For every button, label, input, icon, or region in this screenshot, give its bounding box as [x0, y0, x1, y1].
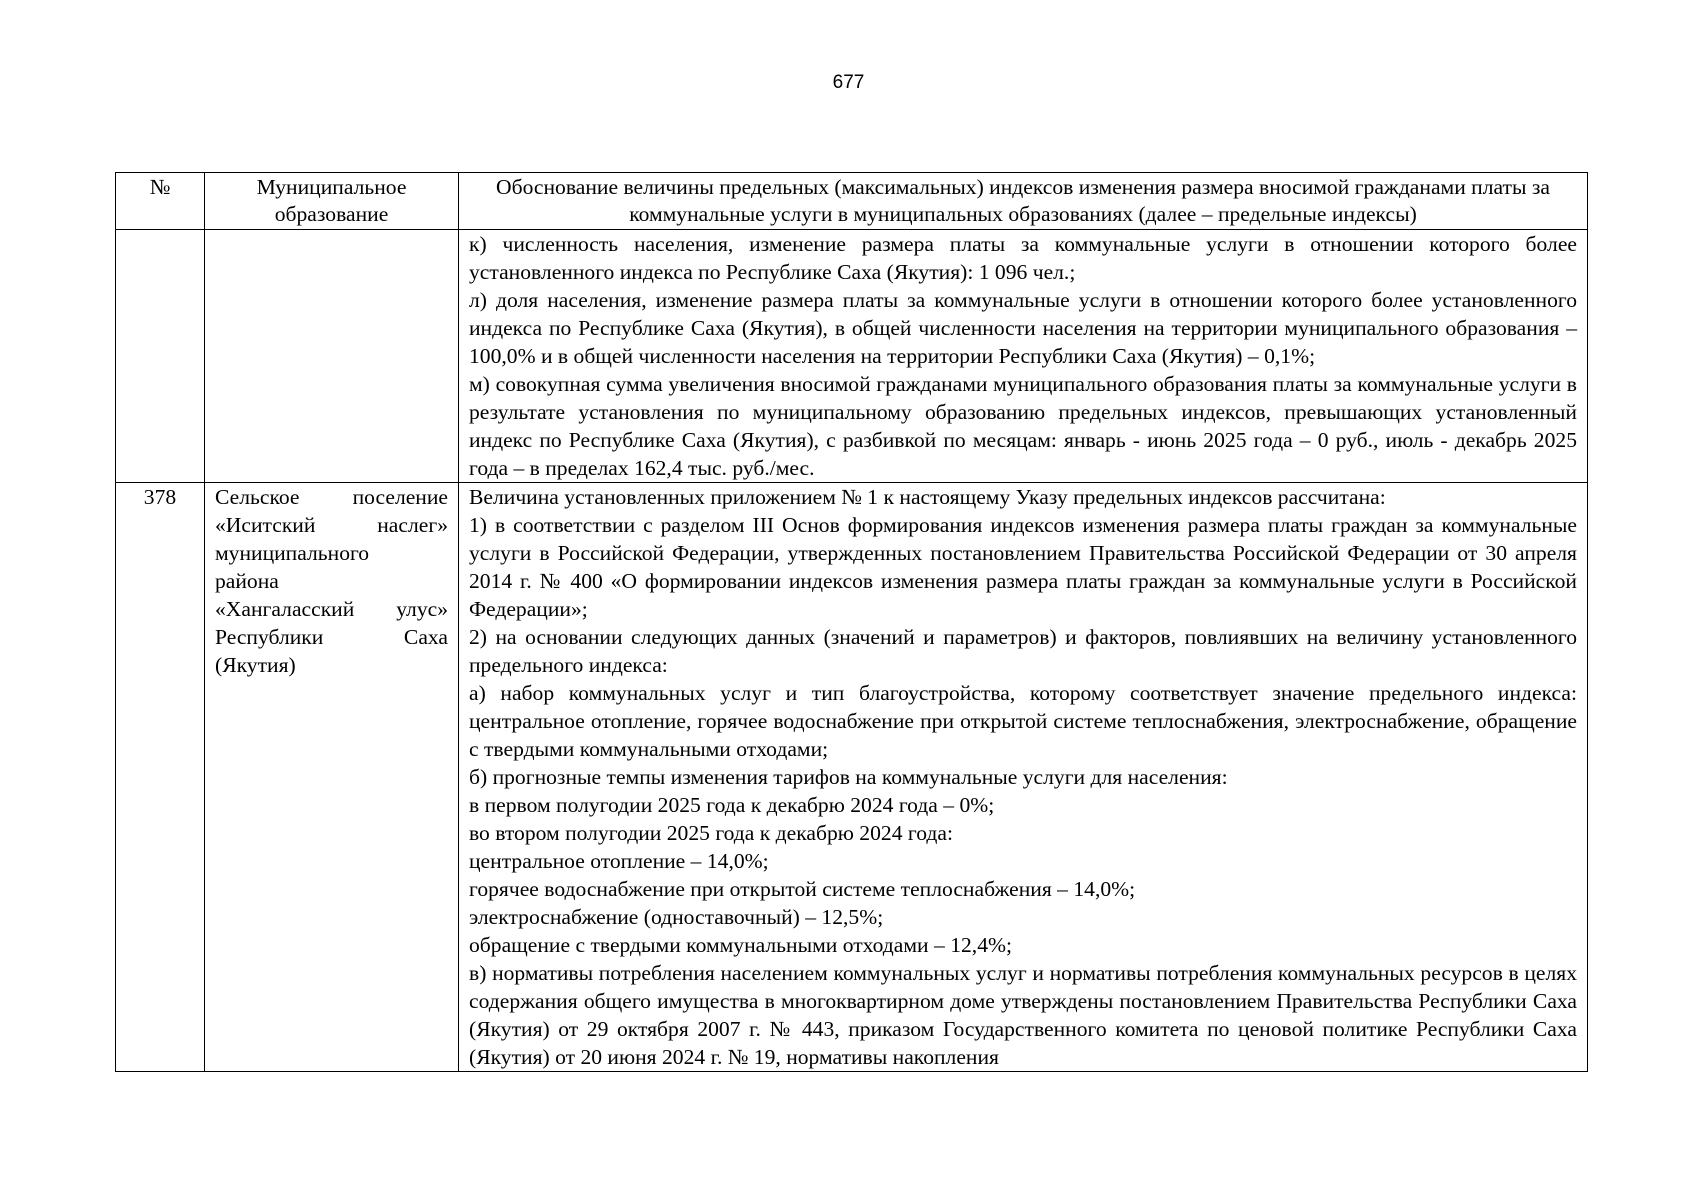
municipality-line: района: [215, 569, 279, 593]
header-justification: Обоснование величины предельных (максимальных) индексов изменения размера вносимой гражданами платы за коммунальные услуги в муниципальных образованиях (далее – предельные индексы): [459, 173, 1588, 230]
row-number: [116, 230, 205, 483]
paragraph: Величина установленных приложением № 1 к настоящему Указу предельных индексов рассчитана:: [469, 485, 1386, 509]
paragraph: л) доля населения, изменение размера платы за коммунальные услуги в отношении которого более установленного индекса по Республике Саха (Якутия), в общей численности населения на территории муниципального образования – 100,0% и в общей численности населения на территории Республики Саха (Якутия) – 0,1%;: [469, 288, 1577, 368]
municipality-line: «Иситский наслег»: [215, 513, 448, 537]
row-municipality: [205, 230, 459, 483]
paragraph: б) прогнозные темпы изменения тарифов на коммунальные услуги для населения:: [469, 765, 1228, 789]
paragraph: горячее водоснабжение при открытой системе теплоснабжения – 14,0%;: [469, 877, 1136, 901]
paragraph: в) нормативы потребления населением коммунальных услуг и нормативы потребления коммунальных ресурсов в целях содержания общего имущества в многоквартирном доме утверждены постановлением Правительства Республики Саха (Якутия) от 29 октября 2007 г. № 443, приказом Государственного комитета по ценовой политике Республики Саха (Якутия) от 20 июня 2024 г. № 19, нормативы накопления: [469, 961, 1577, 1069]
header-number: №: [116, 173, 205, 230]
justification-table: [115, 172, 1588, 1072]
row-justification: [459, 483, 1588, 1072]
paragraph: а) набор коммунальных услуг и тип благоустройства, которому соответствует значение предельного индекса: центральное отопление, горячее водоснабжение при открытой системе теплоснабжения, электроснабжение, обращение с твердыми коммунальными отходами;: [469, 681, 1577, 761]
municipality-line: (Якутия): [215, 653, 296, 677]
paragraph: обращение с твердыми коммунальными отходами – 12,4%;: [469, 933, 1012, 957]
row-number: 378: [116, 483, 205, 1072]
municipality-line: Сельское поселение: [215, 485, 448, 509]
row-municipality: [205, 483, 459, 1072]
municipality-line: «Хангаласский улус»: [215, 597, 448, 621]
header-municipality: Муниципальное образование: [205, 173, 459, 230]
paragraph: к) численность населения, изменение размера платы за коммунальные услуги в отношении которого более установленного индекса по Республике Саха (Якутия): 1 096 чел.;: [469, 232, 1577, 284]
paragraph: центральное отопление – 14,0%;: [469, 849, 769, 873]
table-header-row: [116, 173, 1588, 230]
municipality-line: Республики Саха: [215, 625, 448, 649]
paragraph: 2) на основании следующих данных (значений и параметров) и факторов, повлиявших на величину установленного предельного индекса:: [469, 625, 1577, 677]
paragraph: во втором полугодии 2025 года к декабрю 2024 года:: [469, 821, 953, 845]
table-row: [116, 483, 1588, 1072]
paragraph: электроснабжение (одноставочный) – 12,5%;: [469, 905, 884, 929]
municipality-line: муниципального: [215, 541, 370, 565]
page-number: 677: [832, 72, 865, 93]
row-justification: [459, 230, 1588, 483]
table-row: [116, 230, 1588, 483]
paragraph: м) совокупная сумма увеличения вносимой гражданами муниципального образования платы за коммунальные услуги в результате установления по муниципальному образованию предельных индексов, превышающих установленный индекс по Республике Саха (Якутия), с разбивкой по месяцам: январь - июнь 2025 года – 0 руб., июль - декабрь 2025 года – в пределах 162,4 тыс. руб./мес.: [469, 372, 1577, 480]
paragraph: в первом полугодии 2025 года к декабрю 2024 года – 0%;: [469, 793, 995, 817]
paragraph: 1) в соответствии с разделом III Основ формирования индексов изменения размера платы граждан за коммунальные услуги в Российской Федерации, утвержденных постановлением Правительства Российской Федерации от 30 апреля 2014 г. № 400 «О формировании индексов изменения размера платы граждан за коммунальные услуги в Российской Федерации»;: [469, 513, 1577, 621]
